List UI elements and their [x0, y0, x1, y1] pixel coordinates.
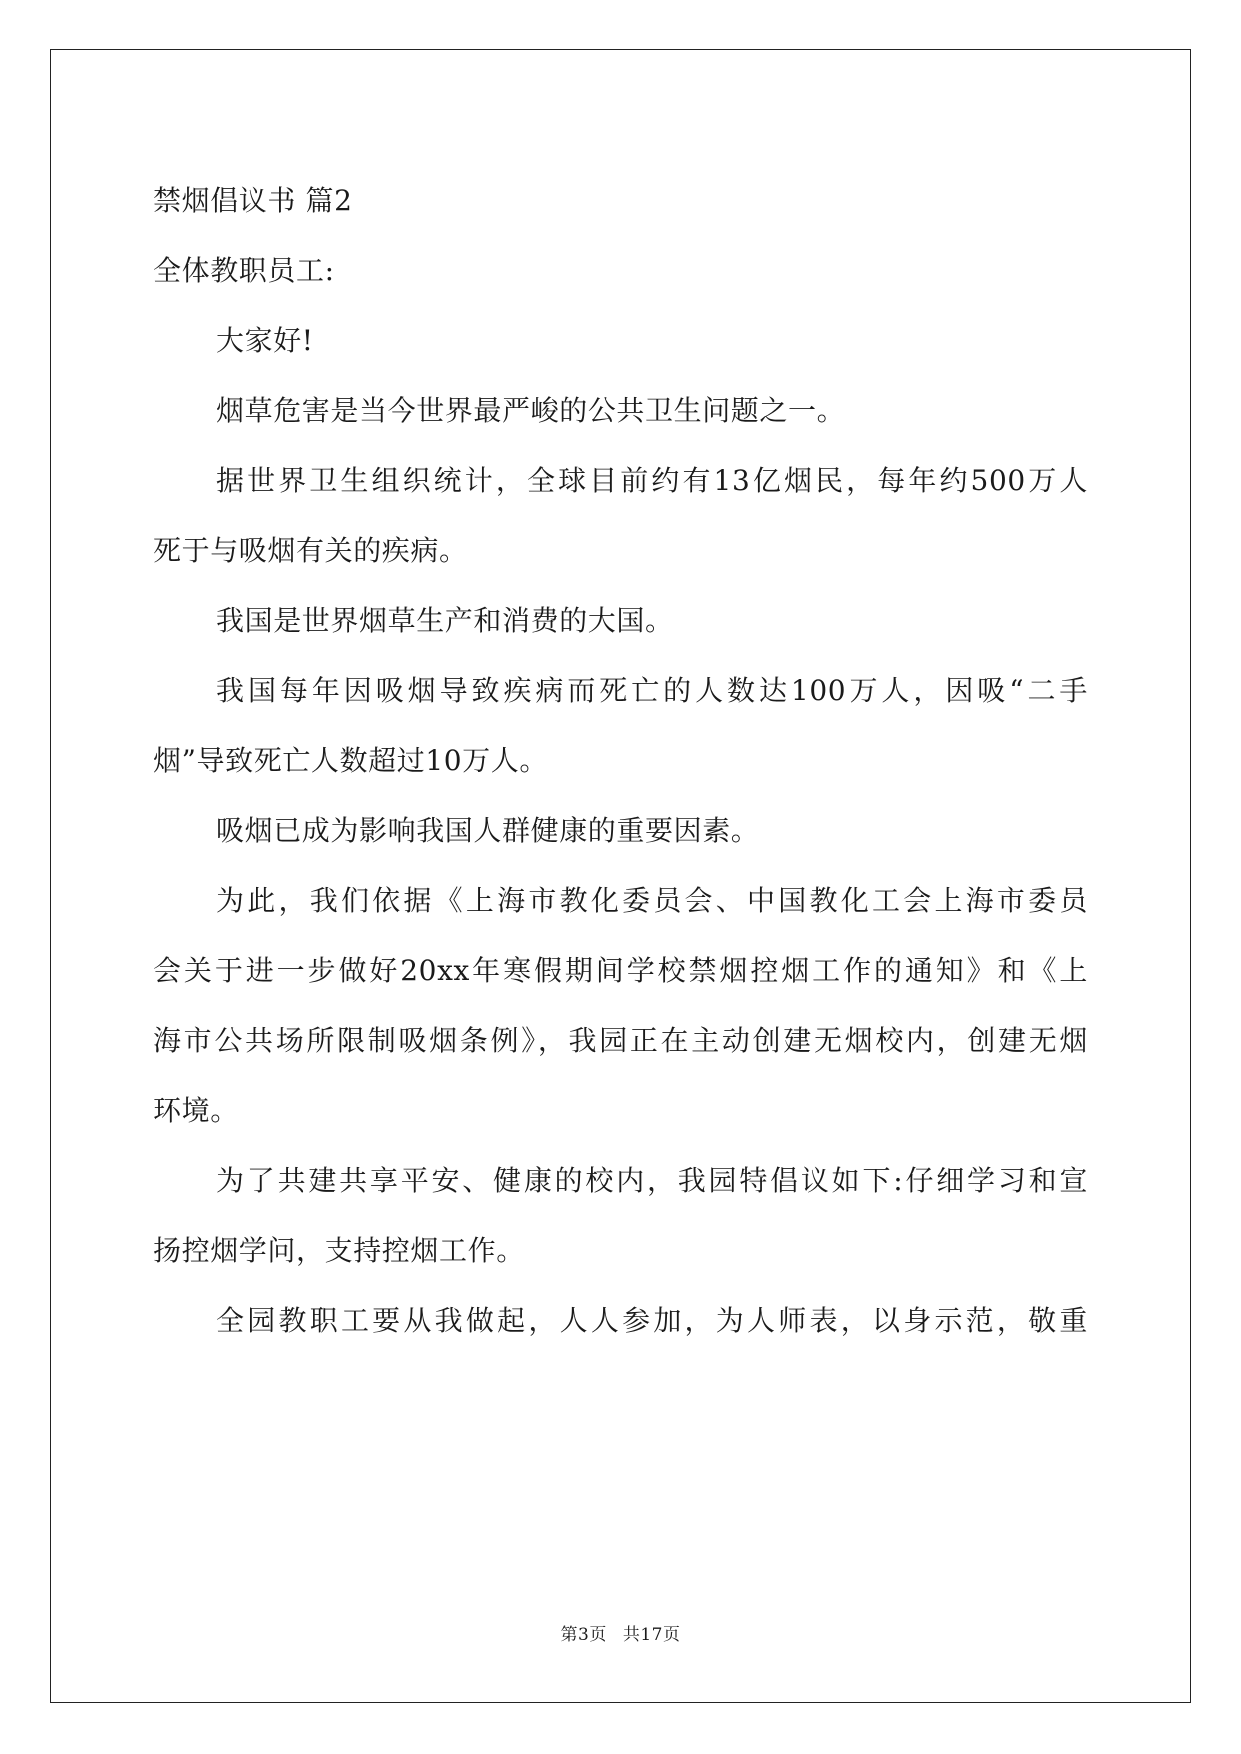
page-total: 共17页 — [622, 1625, 681, 1645]
paragraph-8-line-1: 全园教职工要从我做起，人人参加，为人师表，以身示范，敬重 — [216, 1304, 1088, 1337]
paragraph-4-line-1: 我国每年因吸烟导致疾病而死亡的人数达100万人，因吸“二手 — [216, 674, 1088, 707]
paragraph-2-line-1: 据世界卫生组织统计，全球目前约有13亿烟民，每年约500万人 — [216, 464, 1088, 497]
paragraph-6-line-3: 海市公共场所限制吸烟条例》，我园正在主动创建无烟校内，创建无烟 — [153, 1024, 1088, 1057]
paragraph-1: 烟草危害是当今世界最严峻的公共卫生问题之一。 — [216, 394, 846, 427]
paragraph-4-line-2: 烟”导致死亡人数超过10万人。 — [153, 744, 548, 777]
paragraph-6-line-4: 环境。 — [153, 1094, 239, 1127]
paragraph-6-line-1: 为此，我们依据《上海市教化委员会、中国教化工会上海市委员 — [216, 884, 1088, 917]
paragraph-3: 我国是世界烟草生产和消费的大国。 — [216, 604, 674, 637]
paragraph-6-line-2: 会关于进一步做好20xx年寒假期间学校禁烟控烟工作的通知》和《上 — [153, 954, 1088, 987]
greeting: 大家好! — [216, 324, 314, 357]
salutation: 全体教职员工: — [153, 254, 335, 287]
document-body — [153, 166, 1088, 1356]
page-number: 第3页 — [560, 1625, 607, 1645]
paragraph-5: 吸烟已成为影响我国人群健康的重要因素。 — [216, 814, 760, 847]
paragraph-7-line-2: 扬控烟学问，支持控烟工作。 — [153, 1234, 525, 1267]
paragraph-7-line-1: 为了共建共享平安、健康的校内，我园特倡议如下:仔细学习和宣 — [216, 1164, 1088, 1197]
page-footer — [0, 1623, 1241, 1647]
paragraph-2-line-2: 死于与吸烟有关的疾病。 — [153, 534, 468, 567]
document-title: 禁烟倡议书 篇2 — [153, 184, 353, 217]
